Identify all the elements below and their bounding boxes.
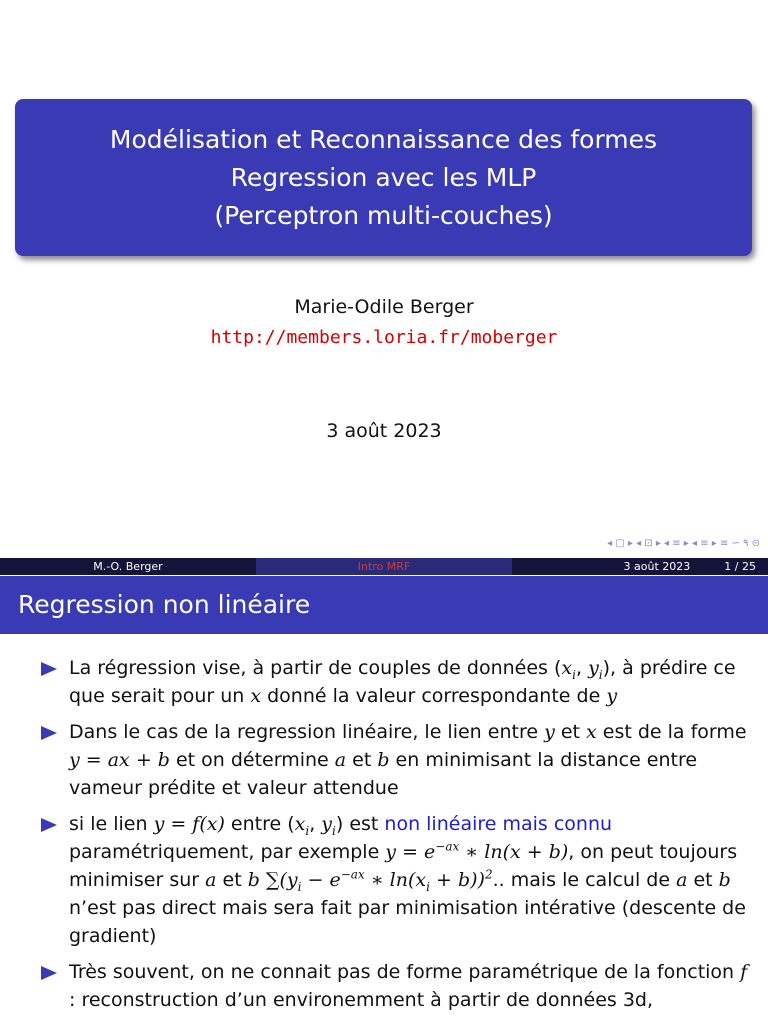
footer-right (512, 558, 768, 575)
bullet-item-1: La régression vise, à partir de couples de données ($x_i$, $y_i$), à prédire ce que serait pour un x donné la valeur correspondante de y (0, 654, 768, 710)
highlight-text: non linéaire mais connu (384, 813, 613, 835)
math-xi: $x_i$ (561, 657, 576, 682)
presentation-date: 3 août 2023 (326, 420, 442, 442)
title-line-2: Regression avec les MLP (230, 162, 537, 192)
bullet-triangle-icon (41, 662, 57, 676)
bullet-triangle-icon (41, 726, 57, 740)
title-box (15, 99, 752, 256)
footer-date: 3 août 2023 (623, 560, 691, 573)
bullet-item-3: si le lien y = f(x) entre ($x_i$, $y_i$) est non linéaire mais connu paramétriquement, par exemple $y = e^{-ax}$ ∗ ln(x + b), on peut toujours minimiser sur a et b $\sum(y_i - e^{-ax}$ ∗ $\ln(x_i + b))^2$.. mais le calcul de a et b n’est pas direct mais sera fait par minimisation intérative (descente de gradient) (0, 810, 768, 950)
frame-title: Regression non linéaire (0, 576, 768, 634)
bullet-item-2: Dans le cas de la regression linéaire, le lien entre y et x est de la forme y = ax + b et on détermine a et b en minimisant la distance entre vameur prédite et valeur attendue (0, 718, 768, 802)
math-function: y = f(x) (153, 813, 225, 835)
math-yi: $y_i$ (588, 657, 603, 682)
math-sum-expression: b $\sum(y_i - e^{-ax}$ ∗ $\ln(x_i + b))^2$ (247, 867, 493, 894)
footer-bar (0, 558, 768, 575)
bullet-item-4: Très souvent, on ne connait pas de forme paramétrique de la fonction f : reconstruction d’un environemment à partir de données 3d, (0, 958, 768, 1014)
footer-page-number: 1 / 25 (724, 560, 756, 573)
footer-author: M.-O. Berger (0, 558, 256, 575)
bullet-list (0, 654, 768, 1022)
beamer-navigation-icons[interactable]: ◂ ▢ ▸ ◂ ⊡ ▸ ◂ ≡ ▸ ◂ ≡ ▸ ≡ ∽ ۹ ⊝ (607, 538, 760, 549)
title-line-1: Modélisation et Reconnaissance des formes (109, 124, 658, 154)
bullet-triangle-icon (41, 818, 57, 832)
title-line-3: (Perceptron multi-couches) (214, 200, 553, 230)
math-example-function: $y = e^{-ax}$ ∗ ln(x + b) (385, 839, 569, 863)
author-url-link[interactable]: http://members.loria.fr/moberger (210, 327, 558, 348)
bullet-triangle-icon (41, 966, 57, 980)
author-name: Marie-Odile Berger (294, 296, 474, 318)
footer-course: Intro MRF (256, 558, 512, 575)
math-linear-equation: y = ax + b (69, 749, 170, 771)
